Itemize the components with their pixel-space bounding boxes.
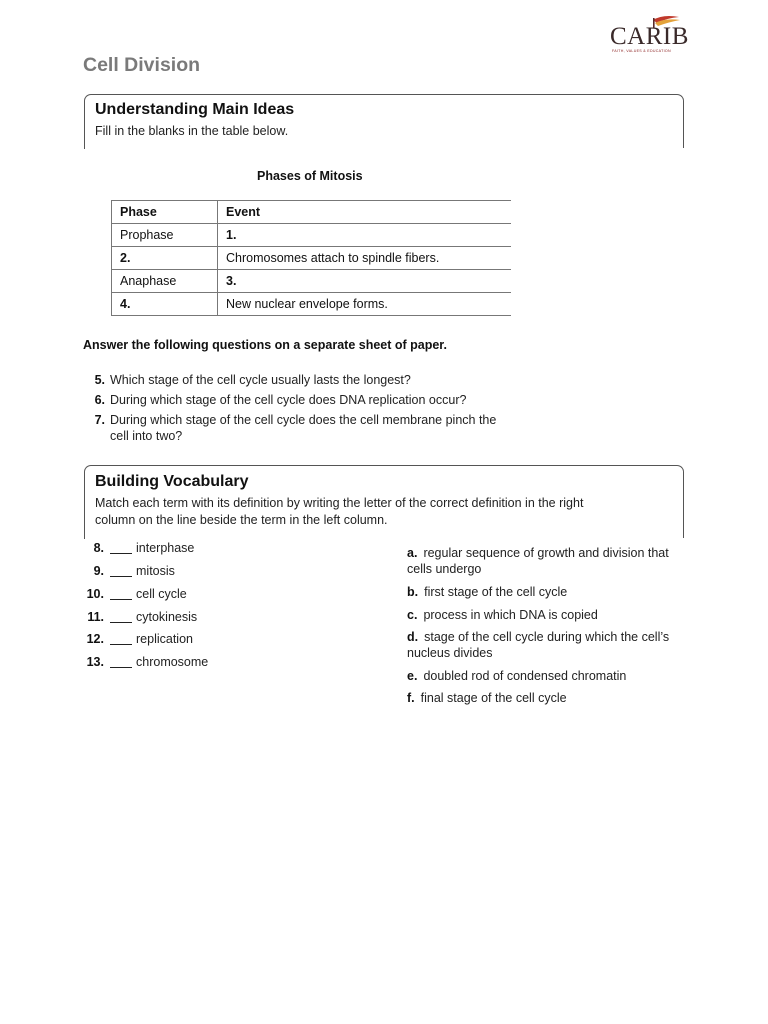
term-text: replication	[136, 632, 193, 646]
section-title: Building Vocabulary	[95, 473, 249, 490]
question-text: Which stage of the cell cycle usually lasts the longest?	[110, 373, 411, 387]
answer-blank[interactable]	[110, 599, 132, 600]
definition-text: regular sequence of growth and division that cells undergo	[407, 546, 669, 576]
answer-blank[interactable]	[110, 667, 132, 668]
answer-blank[interactable]	[110, 622, 132, 623]
phase-blank-cell[interactable]: 4.	[112, 293, 218, 316]
table-caption: Phases of Mitosis	[257, 169, 363, 183]
definition-item	[407, 629, 689, 661]
definition-text: final stage of the cell cycle	[420, 691, 567, 705]
question-number: 7.	[94, 413, 105, 427]
answer-blank[interactable]	[110, 576, 132, 577]
questions-instruction: Answer the following questions on a separate sheet of paper.	[83, 338, 447, 352]
section-understanding-main-ideas	[84, 94, 684, 148]
term-number: 8.	[93, 541, 104, 555]
section-title: Understanding Main Ideas	[95, 101, 295, 118]
term-text: mitosis	[136, 564, 175, 578]
term-number: 12.	[86, 632, 104, 646]
answer-blank[interactable]	[110, 553, 132, 554]
table-row	[112, 247, 512, 270]
answer-blank[interactable]	[110, 644, 132, 645]
term-number: 11.	[87, 610, 104, 624]
table-row	[112, 293, 512, 316]
page-title: Cell Division	[83, 54, 201, 76]
phase-blank-cell[interactable]: 2.	[112, 247, 218, 270]
definition-text: stage of the cell cycle during which the cell’s nucleus divides	[407, 630, 670, 660]
event-cell: New nuclear envelope forms.	[218, 293, 512, 316]
definition-letter: b.	[407, 585, 419, 599]
event-blank-cell[interactable]: 1.	[218, 224, 512, 247]
definition-letter: d.	[407, 630, 419, 644]
term-number: 9.	[93, 564, 104, 578]
publisher-logo	[607, 14, 689, 56]
question-text: During which stage of the cell cycle does DNA replication occur?	[110, 393, 467, 407]
section-building-vocabulary	[84, 465, 684, 538]
definition-item	[407, 584, 689, 600]
section-instruction: Fill in the blanks in the table below.	[95, 124, 289, 138]
phase-cell: Anaphase	[112, 270, 218, 293]
phase-cell: Prophase	[112, 224, 218, 247]
term-number: 10.	[86, 587, 104, 601]
logo-tagline: FAITH, VALUES & EDUCATION	[612, 49, 671, 53]
definition-letter: c.	[407, 608, 418, 622]
definition-item	[407, 545, 689, 577]
table-header-row	[112, 201, 512, 224]
question-number: 5.	[94, 373, 105, 387]
definition-item	[407, 607, 689, 623]
term-text: chromosome	[136, 655, 209, 669]
definition-letter: e.	[407, 669, 418, 683]
question-text: During which stage of the cell cycle does the cell membrane pinch the cell into two?	[110, 413, 497, 443]
definition-letter: f.	[407, 691, 415, 705]
term-number: 13.	[86, 655, 104, 669]
question-number: 6.	[94, 393, 105, 407]
definition-item	[407, 690, 689, 706]
phases-of-mitosis-table	[111, 200, 511, 316]
term-text: cytokinesis	[136, 610, 198, 624]
definition-letter: a.	[407, 546, 418, 560]
column-header-event: Event	[218, 201, 512, 224]
term-text: cell cycle	[136, 587, 187, 601]
term-text: interphase	[136, 541, 195, 555]
definition-item	[407, 668, 689, 684]
section-instruction: Match each term with its definition by writing the letter of the correct definition in the right column on the line beside the term in the left column.	[95, 496, 584, 527]
table-row	[112, 270, 512, 293]
event-blank-cell[interactable]: 3.	[218, 270, 512, 293]
column-header-phase: Phase	[112, 201, 218, 224]
logo-text: CARIB	[610, 23, 689, 50]
definition-text: first stage of the cell cycle	[424, 585, 568, 599]
event-cell: Chromosomes attach to spindle fibers.	[218, 247, 512, 270]
definition-text: doubled rod of condensed chromatin	[423, 669, 627, 683]
definition-text: process in which DNA is copied	[423, 608, 598, 622]
table-row	[112, 224, 512, 247]
